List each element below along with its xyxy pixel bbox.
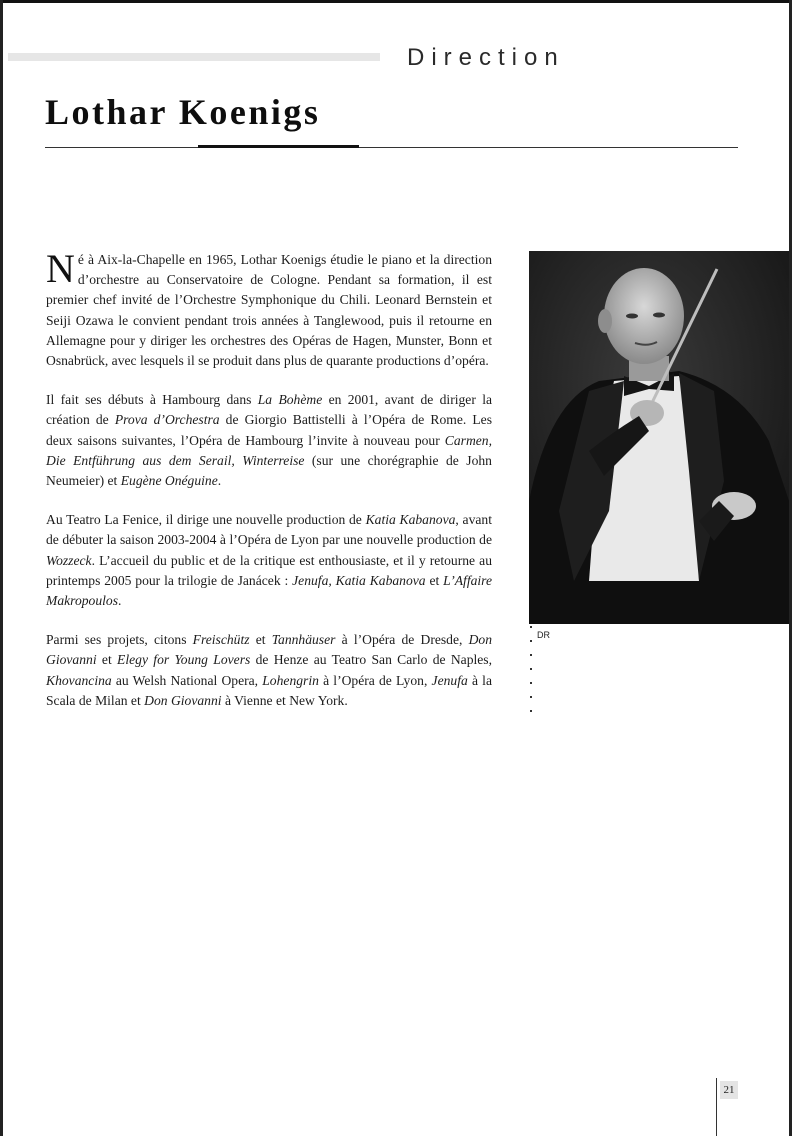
page-title: Lothar Koenigs xyxy=(45,92,321,132)
section-header-bar xyxy=(8,53,380,61)
bio-paragraph-4 xyxy=(46,630,492,711)
text-run: . xyxy=(217,473,222,489)
text-run: à l’Opéra de Lyon, xyxy=(318,672,432,688)
text-run: et xyxy=(96,652,118,668)
section-label: Direction xyxy=(407,44,565,71)
text-run: Au Teatro La Fenice, il dirige une nouvelle production de xyxy=(46,512,366,528)
work-title: Jenufa, Katia Kabanova xyxy=(292,572,426,588)
work-title: Tannhäuser xyxy=(271,632,336,648)
title-underline xyxy=(45,147,738,148)
caption-dot-rule xyxy=(530,626,532,726)
text-run: à l’Opéra de Dresde, xyxy=(335,632,469,648)
bio-paragraph-1 xyxy=(46,246,492,371)
text-run: à la Scala de Milan et xyxy=(46,672,492,708)
bio-paragraph-3 xyxy=(46,510,492,611)
work-title: La Bohème xyxy=(257,392,323,408)
text-run: . xyxy=(118,593,122,609)
page-number: 21 xyxy=(720,1081,738,1099)
text-run: de Henze au Teatro San Carlo de Naples, xyxy=(250,652,492,668)
text-run: Parmi ses projets, citons xyxy=(46,632,193,648)
page-left-edge xyxy=(0,0,3,1136)
work-title: Katia Kabanova xyxy=(365,512,456,528)
footer-rule xyxy=(716,1078,717,1136)
photo-credit: DR xyxy=(537,630,550,640)
work-title: Lohengrin xyxy=(262,672,319,688)
work-title: Eugène Onéguine xyxy=(120,473,218,489)
work-title: Don Giovanni xyxy=(144,692,222,708)
work-title: Carmen, Die Entführung aus dem Serail, Winterreise xyxy=(46,432,492,468)
bio-paragraph-2 xyxy=(46,390,492,491)
biography-text xyxy=(46,246,493,730)
text-run: , avant de débuter la saison 2003-2004 à l’Opéra de Lyon par une nouvelle production de xyxy=(46,512,492,548)
work-title: Prova d’Orchestra xyxy=(114,412,220,428)
text-run: et xyxy=(249,632,272,648)
text-run: et xyxy=(425,572,444,588)
work-title: Wozzeck xyxy=(46,552,92,568)
work-title: Freischütz xyxy=(192,632,250,648)
work-title: Jenufa xyxy=(431,672,468,688)
work-title: L’Affaire Makropoulos xyxy=(46,572,493,609)
text-run: Il fait ses débuts à Hambourg dans xyxy=(46,392,258,408)
drop-cap: N xyxy=(46,246,75,291)
portrait-illustration xyxy=(529,251,789,624)
text-run: à Vienne et New York. xyxy=(221,692,348,708)
title-underline-accent xyxy=(198,145,359,148)
text-run: au Welsh National Opera, xyxy=(111,672,263,688)
text-run: de Giorgio Battistelli à l’Opéra de Rome. Les deux saisons suivantes, l’Opéra de Hambourg l’invite à nouveau pour xyxy=(46,412,492,448)
work-title: Don Giovanni xyxy=(46,632,493,668)
bio-paragraph-1-text: é à Aix-la-Chapelle en 1965, Lothar Koenigs étudie le piano et la direction d’orchestre au Conservatoire de Cologne. Pendant sa formation, il est premier chef invité de l’Orchestre Symphonique du Chili. Leonard Bernstein et Seiji Ozawa le convient pendant trois années à Tanglewood, puis il retourne en Allemagne pour y diriger les orchestres des Opéras de Hagen, Munster, Bonn et Osnabrück, avec lesquels il se produit dans plus de quarante productions d’opéra. xyxy=(46,252,492,369)
text-run: . L’accueil du public et de la critique est enthousiaste, et il y retourne au printemps 2005 pour la trilogie de Janácek : xyxy=(46,552,492,588)
work-title: Elegy for Young Lovers xyxy=(117,652,251,668)
page-top-edge xyxy=(0,0,792,3)
text-run: en 2001, avant de diriger la création de xyxy=(46,392,492,428)
text-run: (sur une chorégraphie de John Neumeier) et xyxy=(46,452,492,489)
conductor-portrait-photo xyxy=(529,251,789,624)
work-title: Khovancina xyxy=(46,672,112,688)
